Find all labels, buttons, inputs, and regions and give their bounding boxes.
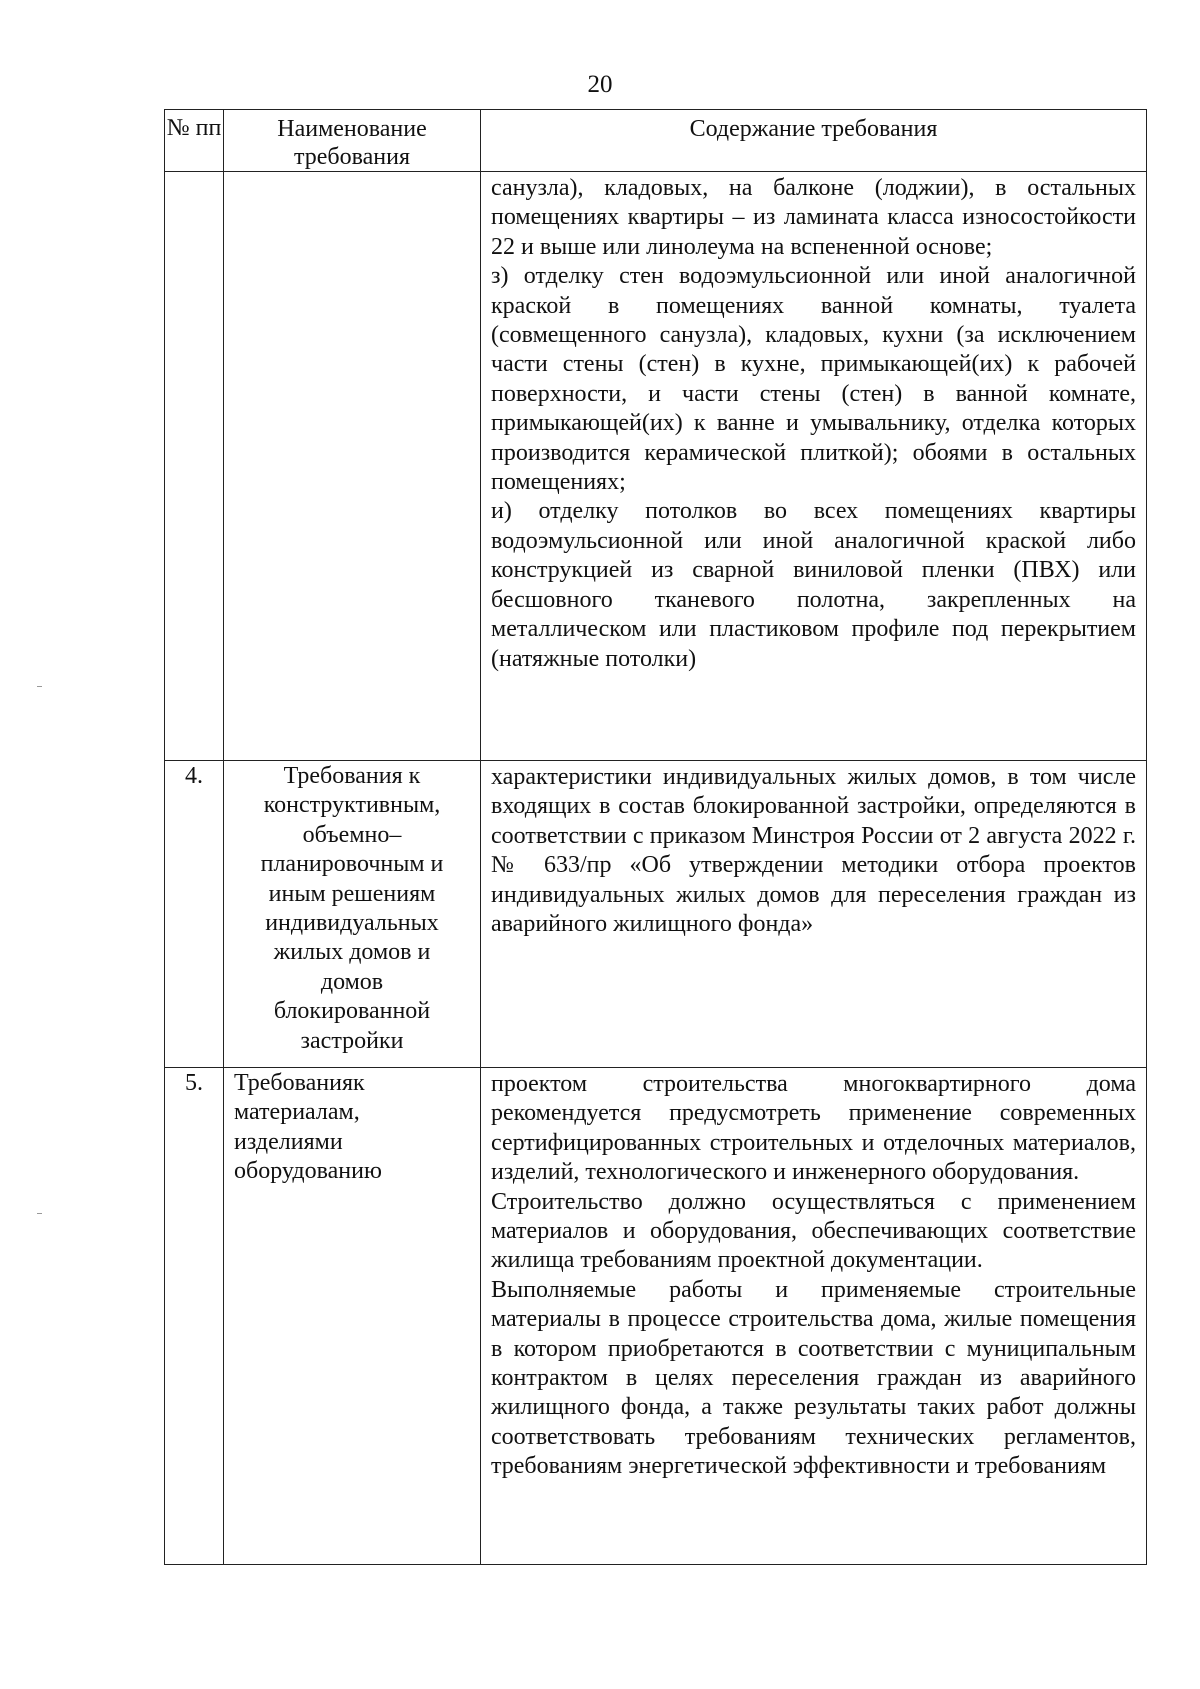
requirements-table — [164, 109, 1147, 1565]
content-paragraph: и) отделку потолков во всех помещениях квартиры водоэмульсионной или иной аналогичной краской либо конструкцией из сварной виниловой пленки (ПВХ) или бесшовного тканевого полотна, закрепленных на металлическом или пластиковом профиле под перекрытием (натяжные потолки) — [491, 498, 1136, 672]
table-row-continuation — [165, 172, 1147, 761]
name-line: застройки — [300, 1027, 404, 1054]
table-header-row — [165, 110, 1147, 172]
content-paragraph: проектом строительства многоквартирного дома рекомендуется предусмотреть применение современных сертифицированных строительных и отделочных материалов, изделий, технологического и инженерного оборудования. — [491, 1071, 1136, 1186]
name-line: иным решениям — [268, 880, 436, 907]
name-line: домов — [320, 968, 384, 995]
content-paragraph: Выполняемые работы и применяемые строительные материалы в процессе строительства дома, жилые помещения в котором приобретаются в соответствии с муниципальным контрактом в целях переселения граждан из аварийного жилищного фонда, а также результаты таких работ должны соответствовать требованиям технических регламентов, требованиям энергетической эффективности и требованиям — [491, 1276, 1136, 1480]
name-line: планировочным и — [260, 851, 444, 878]
name-line: Требованияк — [234, 1070, 365, 1096]
header-name — [224, 110, 481, 172]
content-paragraph: Строительство должно осуществляться с применением материалов и оборудования, обеспечивающих соответствие жилища требованиям проектной документации. — [491, 1188, 1136, 1274]
name-line: индивидуальных — [265, 910, 439, 937]
cell-content — [481, 761, 1147, 1068]
cell-number: 5. — [165, 1068, 224, 1565]
header-content — [481, 110, 1147, 172]
cell-number: 4. — [165, 761, 224, 1068]
content-paragraph: характеристики индивидуальных жилых домов, в том числе входящих в состав блокированной застройки, определяются в соответствии с приказом Минстроя России от 2 августа 2022 г. № 633/пр «Об утверждении методики отбора проектов индивидуальных жилых домов для переселения граждан из аварийного жилищного фонда» — [491, 764, 1136, 938]
name-line: оборудованию — [234, 1158, 382, 1185]
name-line: блокированной — [273, 998, 431, 1025]
margin-mark — [37, 686, 42, 687]
table-row-5 — [165, 1068, 1147, 1565]
table-row-4 — [165, 761, 1147, 1068]
header-content-label: Содержание требования — [689, 116, 938, 142]
name-line: объемно– — [302, 821, 402, 848]
name-line: жилых домов и — [273, 939, 431, 966]
header-number-label: № пп — [166, 115, 222, 141]
name-line: конструктивным, — [263, 792, 441, 819]
page-number: 20 — [587, 71, 613, 98]
margin-mark — [37, 1213, 42, 1214]
content-paragraph: санузла), кладовых, на балконе (лоджии), в остальных помещениях квартиры – из ламината класса износостойкости 22 и выше или линолеума на вспененной основе; — [491, 175, 1136, 260]
header-name-label: Наименование требования — [277, 116, 427, 170]
cell-name-empty — [224, 172, 481, 761]
name-line: изделиями — [234, 1128, 343, 1155]
name-line: материалам, — [234, 1099, 360, 1126]
cell-name — [224, 1068, 481, 1565]
name-line: Требования к — [283, 763, 421, 789]
header-number — [165, 110, 224, 172]
cell-number-empty — [165, 172, 224, 761]
cell-content — [481, 172, 1147, 761]
content-paragraph: з) отделку стен водоэмульсионной или иной аналогичной краской в помещениях ванной комнаты, туалета (совмещенного санузла), кладовых, кухни (за исключением части стены (стен) в кухне, примыкающей(их) к рабочей поверхности, и части стены (стен) в ванной комнате, примыкающей(их) к ванне и умывальнику, отделка которых производится керамической плиткой); обоями в остальных помещениях; — [491, 263, 1136, 496]
cell-name — [224, 761, 481, 1068]
cell-content — [481, 1068, 1147, 1565]
